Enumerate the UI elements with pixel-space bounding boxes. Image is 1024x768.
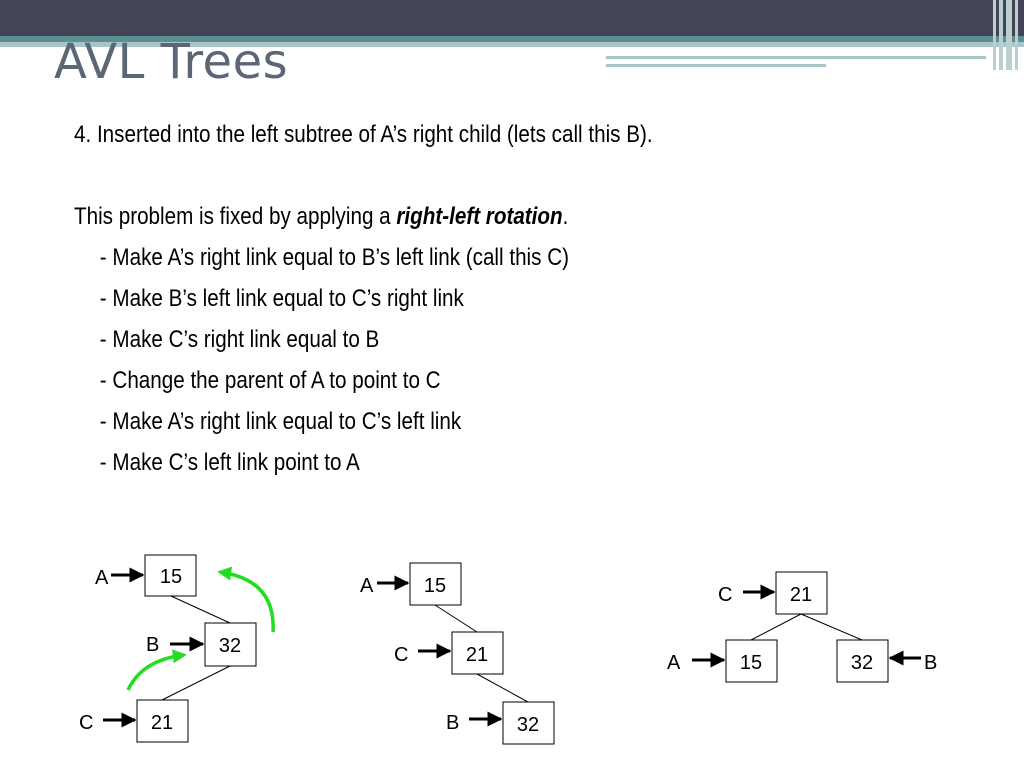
node-value: 21 [789,584,813,606]
pointer-label: C [79,712,94,734]
node-value: 32 [516,714,540,736]
pointer-label: A [95,567,109,589]
pointer-label: B [446,712,460,734]
pointer-label: B [924,652,938,674]
tree-edge [751,614,801,640]
step-item: - Make C’s left link point to A [99,449,360,476]
step-item: - Make C’s right link equal to B [99,326,380,353]
node-value: 15 [739,652,763,674]
pointer-label: C [718,584,733,606]
pointer-label: A [667,652,681,674]
tree-edge [435,605,477,632]
node-value: 32 [218,635,242,657]
node-value: 32 [850,652,874,674]
step-item: - Make B’s left link equal to C’s right link [99,285,464,312]
fix-prefix: This problem is fixed by applying a [74,203,397,230]
diagram-middle [360,563,554,744]
node-value: 15 [159,566,183,588]
node-value: 15 [423,575,447,597]
tree-edge [162,666,230,700]
pointer-label: B [146,634,160,656]
tree-edge [171,596,230,623]
pointer-label: C [394,644,409,666]
node-value: 21 [150,712,174,734]
step-item: - Change the parent of A to point to C [99,367,441,394]
diagram-after [667,572,937,682]
step-item: - Make A’s right link equal to C’s left link [99,408,462,435]
case-description: 4. Inserted into the left subtree of A’s right child (lets call this B). [74,121,653,148]
rotation-name: right-left rotation [396,203,563,230]
tree-edge [801,614,862,640]
fix-suffix: . [562,203,569,230]
diagram-before [79,555,273,742]
rotation-arrow [128,655,184,690]
step-item: - Make A’s right link equal to B’s left link (call this C) [99,244,569,271]
node-value: 21 [465,644,489,666]
tree-edge [477,674,528,702]
slide-title: AVL Trees [54,34,289,90]
pointer-label: A [360,575,374,597]
